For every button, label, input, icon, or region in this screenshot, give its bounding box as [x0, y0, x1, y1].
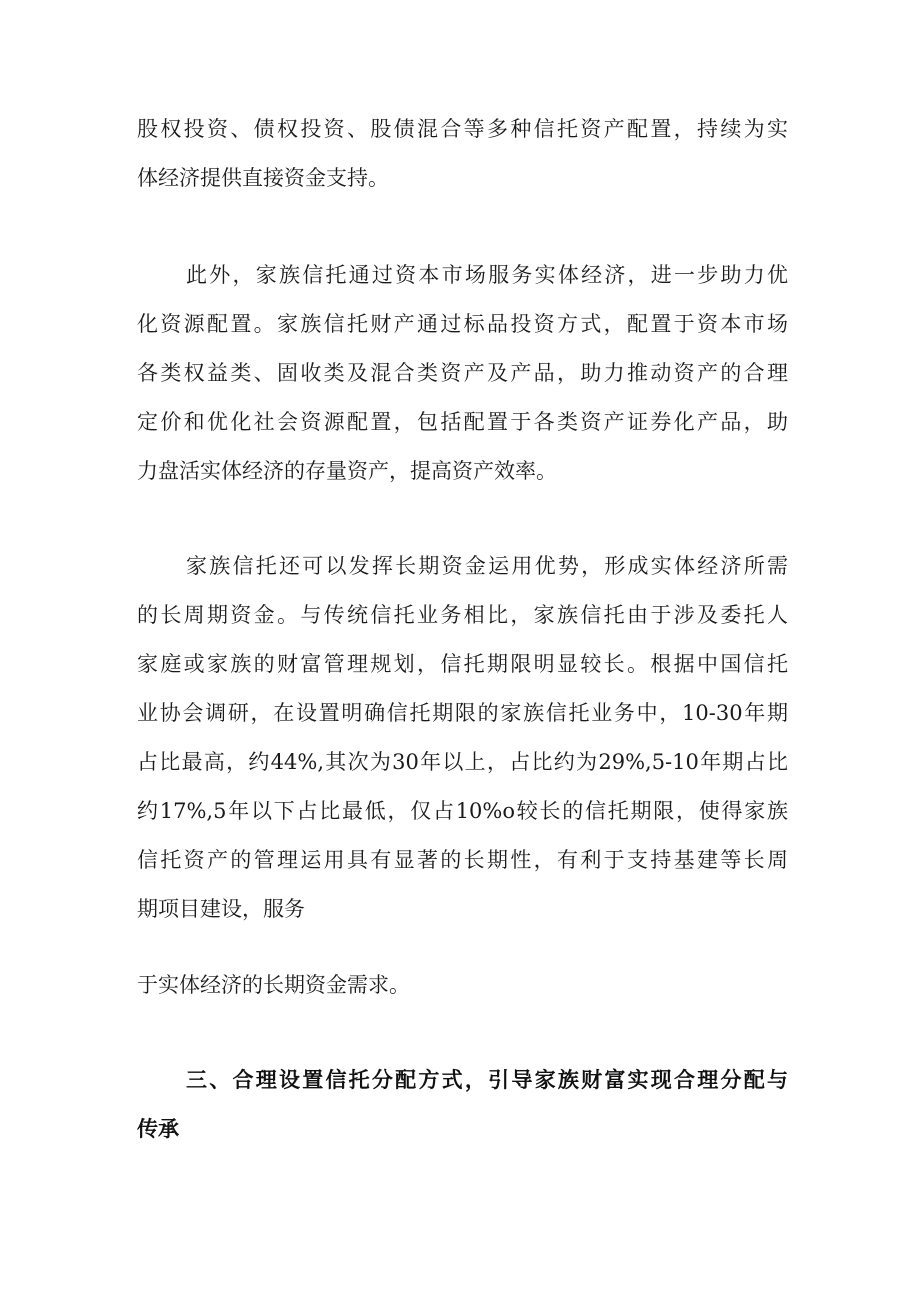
paragraph-3-line-4: 业协会调研，在设置明确信托期限的家族信托业务中，10-30年期 — [137, 701, 788, 725]
paragraph-3-line-8: 期项目建设，服务 — [137, 897, 305, 921]
paragraph-2-line-3: 各类权益类、固收类及混合类资产及产品，助力推动资产的合理 — [137, 361, 788, 385]
paragraph-4-line-1: 于实体经济的长期资金需求。 — [137, 973, 410, 997]
paragraph-2-line-2: 化资源配置。家族信托财产通过标品投资方式，配置于资本市场 — [137, 312, 788, 336]
paragraph-3-line-1: 家族信托还可以发挥长期资金运用优势，形成实体经济所需 — [186, 554, 788, 578]
paragraph-2-line-1: 此外，家族信托通过资本市场服务实体经济，进一步助力优 — [186, 263, 788, 287]
section-heading-line-1: 三、合理设置信托分配方式，引导家族财富实现合理分配与 — [186, 1067, 788, 1092]
paragraph-2-line-4: 定价和优化社会资源配置，包括配置于各类资产证券化产品，助 — [137, 410, 788, 434]
paragraph-3-line-7: 信托资产的管理运用具有显著的长期性，有利于支持基建等长周 — [137, 848, 788, 872]
paragraph-3-line-6: 约17%,5年以下占比最低，仅占10%o较长的信托期限，使得家族 — [137, 799, 788, 823]
paragraph-2-line-5: 力盘活实体经济的存量资产，提高资产效率。 — [137, 459, 557, 483]
paragraph-1-line-1: 股权投资、债权投资、股债混合等多种信托资产配置，持续为实 — [137, 117, 788, 141]
section-heading-line-2: 传承 — [137, 1116, 179, 1141]
paragraph-1-line-2: 体经济提供直接资金支持。 — [137, 166, 389, 190]
paragraph-3-line-5: 占比最高，约44%,其次为30年以上，占比约为29%,5-10年期占比 — [137, 750, 788, 774]
paragraph-3-line-2: 的长周期资金。与传统信托业务相比，家族信托由于涉及委托人 — [137, 603, 788, 627]
paragraph-3-line-3: 家庭或家族的财富管理规划，信托期限明显较长。根据中国信托 — [137, 652, 788, 676]
